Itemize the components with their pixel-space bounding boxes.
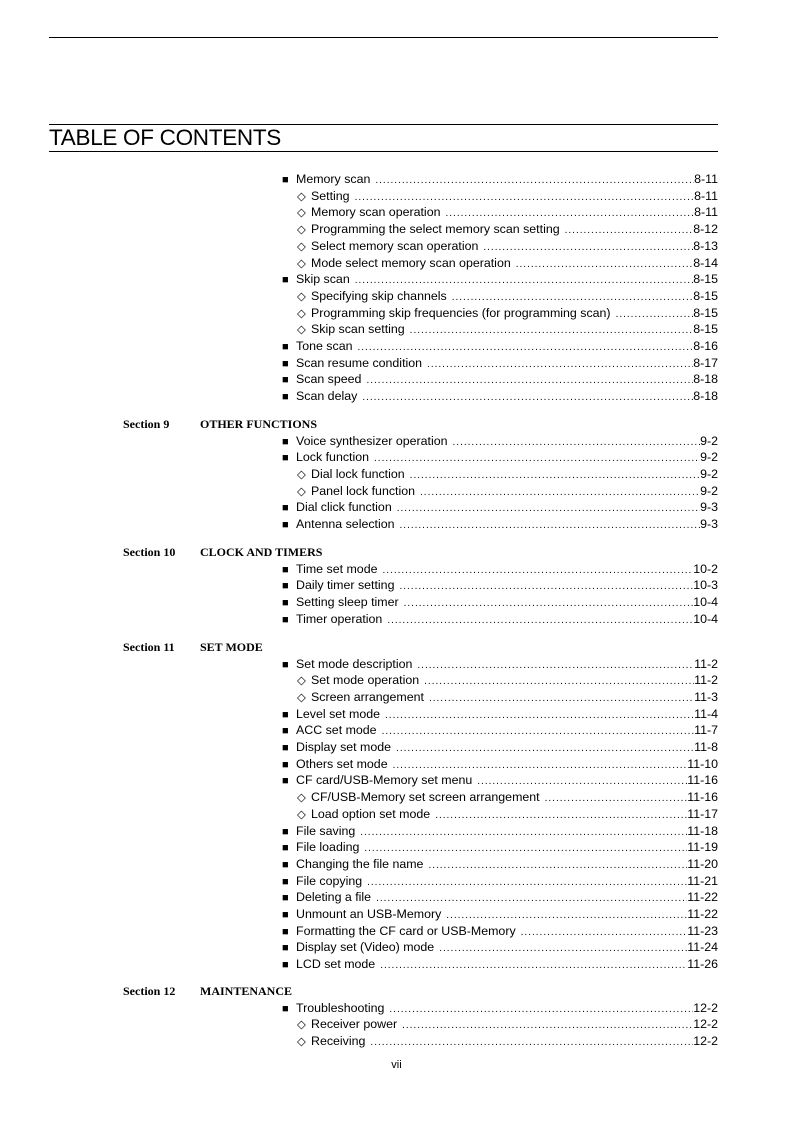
toc-entry[interactable] xyxy=(282,706,718,722)
square-bullet-icon: ■ xyxy=(282,374,289,387)
square-bullet-icon: ■ xyxy=(282,435,289,448)
section-number: Section 9 xyxy=(123,417,170,431)
square-bullet-icon: ■ xyxy=(282,909,289,921)
toc-entry-page: 10-2 xyxy=(693,561,718,576)
toc-entry-page: 8-15 xyxy=(693,322,718,337)
toc-entry-label: Setting xyxy=(311,188,350,203)
toc-entry-page: 8-13 xyxy=(693,238,718,253)
section-number: Section 12 xyxy=(123,984,176,998)
top-rule xyxy=(49,37,718,38)
toc-entry[interactable] xyxy=(297,689,718,705)
toc-entry-page: 8-16 xyxy=(693,339,718,353)
diamond-bullet-icon: ◇ xyxy=(297,1035,306,1048)
toc-entry-label: File loading xyxy=(296,840,360,855)
title-underline xyxy=(49,151,718,152)
square-bullet-icon: ■ xyxy=(282,825,289,838)
section-number: Section 10 xyxy=(123,545,176,559)
square-bullet-icon: ■ xyxy=(282,391,289,404)
toc-entry-page: 11-16 xyxy=(687,790,718,805)
toc-entry-label: Dial click function xyxy=(296,500,392,515)
square-bullet-icon: ■ xyxy=(282,174,289,186)
toc-entry-page: 8-11 xyxy=(694,205,718,220)
toc-entry-page: 11-16 xyxy=(687,773,718,788)
dot-leader xyxy=(357,390,693,406)
toc-entry-label: CF card/USB-Memory set menu xyxy=(296,773,473,788)
toc-entry-label: Programming skip frequencies (for programming scan) xyxy=(311,305,611,320)
dot-leader xyxy=(516,925,688,941)
dot-leader xyxy=(399,596,694,612)
toc-entry-page: 10-4 xyxy=(693,611,718,626)
square-bullet-icon: ■ xyxy=(282,708,289,721)
toc-entry[interactable] xyxy=(282,722,718,738)
dot-leader xyxy=(355,825,687,841)
toc-entry[interactable] xyxy=(282,433,718,449)
toc-entry-label: Deleting a file xyxy=(296,890,372,905)
toc-entry[interactable] xyxy=(297,204,718,220)
toc-entry-label: Timer operation xyxy=(296,611,383,626)
toc-entry-page: 11-4 xyxy=(694,706,718,721)
square-bullet-icon: ■ xyxy=(282,775,289,788)
toc-entry[interactable] xyxy=(282,355,718,371)
dot-leader xyxy=(430,808,687,824)
toc-entry-label: CF/USB-Memory set screen arrangement xyxy=(311,790,540,805)
toc-entry-label: Skip scan setting xyxy=(311,322,405,337)
toc-entry-label: Specifying skip channels xyxy=(311,288,447,303)
toc-entry-label: Display set (Video) mode xyxy=(296,940,435,955)
square-bullet-icon: ■ xyxy=(282,758,289,771)
diamond-bullet-icon: ◇ xyxy=(297,257,306,270)
dot-leader xyxy=(441,908,687,924)
diamond-bullet-icon: ◇ xyxy=(297,207,306,220)
dot-leader xyxy=(377,563,693,579)
toc-entry-label: Select memory scan operation xyxy=(311,238,479,253)
dot-leader xyxy=(423,858,687,874)
toc-entry-page: 10-4 xyxy=(693,594,718,609)
page-number: vii xyxy=(391,1059,402,1071)
toc-entry-label: Scan speed xyxy=(296,372,362,387)
toc-entry-label: LCD set mode xyxy=(296,957,376,972)
square-bullet-icon: ■ xyxy=(282,658,289,671)
dot-leader xyxy=(511,257,693,273)
square-bullet-icon: ■ xyxy=(282,452,289,465)
toc-entry-page: 12-2 xyxy=(693,1033,718,1048)
toc-entry[interactable] xyxy=(282,561,718,577)
toc-entry-label: Voice synthesizer operation xyxy=(296,433,448,448)
square-bullet-icon: ■ xyxy=(282,742,289,754)
toc-entry-page: 11-22 xyxy=(687,907,718,921)
toc-entry-label: Time set mode xyxy=(296,561,378,576)
dot-leader xyxy=(382,613,693,629)
toc-entry-page: 11-21 xyxy=(687,873,718,888)
toc-entry-label: Formatting the CF card or USB-Memory xyxy=(296,923,516,938)
toc-entry-page: 11-7 xyxy=(694,723,718,738)
toc-entry-label: Panel lock function xyxy=(311,483,416,498)
toc-entry-label: File copying xyxy=(296,873,363,888)
toc-entry[interactable] xyxy=(297,789,718,805)
toc-entry[interactable] xyxy=(297,483,718,499)
toc-entry-label: Others set mode xyxy=(296,756,388,771)
toc-entry-label: ACC set mode xyxy=(296,723,377,738)
diamond-bullet-icon: ◇ xyxy=(297,290,306,303)
dot-leader xyxy=(419,674,694,690)
toc-entry-page: 8-15 xyxy=(693,272,718,287)
toc-entry-label: Troubleshooting xyxy=(296,1000,385,1015)
toc-entry[interactable] xyxy=(282,1000,718,1016)
toc-entry[interactable] xyxy=(282,739,718,755)
toc-entry-page: 8-11 xyxy=(694,172,718,186)
page-title: TABLE OF CONTENTS xyxy=(49,125,282,150)
dot-leader xyxy=(412,658,694,674)
toc-entry[interactable] xyxy=(282,171,718,187)
square-bullet-icon: ■ xyxy=(282,613,289,626)
toc-entry-page: 8-12 xyxy=(693,222,718,237)
section-title: MAINTENANCE xyxy=(200,984,293,998)
dot-leader xyxy=(350,273,693,289)
toc-entry-label: Display set mode xyxy=(296,740,392,754)
diamond-bullet-icon: ◇ xyxy=(297,1019,306,1032)
square-bullet-icon: ■ xyxy=(282,725,289,738)
toc-entry-label: Receiving xyxy=(311,1033,366,1048)
toc-entry-page: 11-20 xyxy=(687,856,718,871)
square-bullet-icon: ■ xyxy=(282,502,289,515)
diamond-bullet-icon: ◇ xyxy=(297,224,306,237)
toc-entry-page: 9-2 xyxy=(700,483,718,498)
section-number: Section 11 xyxy=(123,640,175,654)
dot-leader xyxy=(391,741,694,757)
toc-entry-label: Mode select memory scan operation xyxy=(311,255,511,270)
square-bullet-icon: ■ xyxy=(282,580,289,593)
toc-entry-page: 9-2 xyxy=(700,433,718,448)
dot-leader xyxy=(365,1035,693,1051)
dot-leader xyxy=(375,958,687,974)
toc-entry-label: Set mode description xyxy=(296,656,413,671)
dot-leader xyxy=(377,724,695,740)
dot-leader xyxy=(369,451,700,467)
dot-leader xyxy=(440,206,694,222)
square-bullet-icon: ■ xyxy=(282,959,289,972)
toc-entry-page: 8-15 xyxy=(693,288,718,303)
square-bullet-icon: ■ xyxy=(282,563,289,576)
dot-leader xyxy=(370,173,694,189)
toc-entry-label: Scan delay xyxy=(296,389,358,404)
toc-entry-label: Skip scan xyxy=(296,272,350,287)
toc-entry[interactable] xyxy=(282,956,718,972)
square-bullet-icon: ■ xyxy=(282,842,289,855)
dot-leader xyxy=(395,518,701,534)
square-bullet-icon: ■ xyxy=(282,519,289,531)
toc-entry[interactable] xyxy=(282,756,718,772)
toc-entry-page: 8-18 xyxy=(693,389,718,404)
dot-leader xyxy=(472,774,687,790)
toc-entry[interactable] xyxy=(297,672,718,688)
toc-entry-page: 9-3 xyxy=(700,517,718,531)
diamond-bullet-icon: ◇ xyxy=(297,808,306,821)
dot-leader xyxy=(394,579,693,595)
toc-entry-label: Memory scan operation xyxy=(311,205,441,220)
diamond-bullet-icon: ◇ xyxy=(297,190,306,203)
dot-leader xyxy=(405,468,700,484)
toc-entry-page: 8-15 xyxy=(693,305,718,320)
toc-entry-label: Unmount an USB-Memory xyxy=(296,907,442,921)
dot-leader xyxy=(405,323,694,339)
square-bullet-icon: ■ xyxy=(282,942,289,955)
toc-entry[interactable] xyxy=(282,656,718,672)
toc-entry-page: 11-2 xyxy=(694,673,718,688)
toc-entry[interactable] xyxy=(282,338,718,354)
diamond-bullet-icon: ◇ xyxy=(297,691,306,704)
toc-entry[interactable] xyxy=(297,288,718,304)
dot-leader xyxy=(415,485,700,501)
dot-leader xyxy=(397,1018,693,1034)
dot-leader xyxy=(447,290,694,306)
toc-entry[interactable] xyxy=(282,823,718,839)
toc-entry[interactable] xyxy=(282,371,718,387)
toc-entry-label: Receiver power xyxy=(311,1017,398,1032)
toc-entry-page: 11-19 xyxy=(687,840,718,855)
toc-entry[interactable] xyxy=(282,939,718,955)
dot-leader xyxy=(392,501,700,517)
diamond-bullet-icon: ◇ xyxy=(297,485,306,498)
toc-entry[interactable] xyxy=(297,305,718,321)
toc-entry[interactable] xyxy=(282,906,718,922)
square-bullet-icon: ■ xyxy=(282,925,289,938)
toc-entry-page: 12-2 xyxy=(693,1000,718,1015)
square-bullet-icon: ■ xyxy=(282,274,289,287)
toc-entry-label: Antenna selection xyxy=(296,517,395,531)
dot-leader xyxy=(371,891,687,907)
toc-entry-label: Dial lock function xyxy=(311,466,405,481)
toc-entry-page: 11-26 xyxy=(687,957,718,972)
toc-entry[interactable] xyxy=(297,221,718,237)
toc-entry-page: 11-3 xyxy=(694,689,718,704)
toc-entry-page: 11-23 xyxy=(687,923,718,938)
dot-leader xyxy=(611,307,694,323)
toc-entry-label: Lock function xyxy=(296,450,370,465)
diamond-bullet-icon: ◇ xyxy=(297,468,306,481)
toc-entry-page: 8-18 xyxy=(693,372,718,387)
toc-entry-label: Load option set mode xyxy=(311,806,431,821)
toc-entry-page: 11-22 xyxy=(687,890,718,905)
toc-entry-page: 11-18 xyxy=(687,823,718,838)
toc-entry[interactable] xyxy=(282,856,718,872)
toc-entry[interactable] xyxy=(282,449,718,465)
toc-entry-page: 9-2 xyxy=(700,450,718,465)
diamond-bullet-icon: ◇ xyxy=(297,240,306,253)
toc-entry-label: Setting sleep timer xyxy=(296,594,399,609)
toc-entry-page: 11-8 xyxy=(694,740,718,754)
toc-entry[interactable] xyxy=(297,1033,718,1049)
toc-entry[interactable] xyxy=(282,839,718,855)
toc-entry[interactable] xyxy=(282,889,718,905)
dot-leader xyxy=(361,373,693,389)
diamond-bullet-icon: ◇ xyxy=(297,307,306,320)
toc-entry-label: Programming the select memory scan setting xyxy=(311,222,560,237)
toc-entry-page: 10-3 xyxy=(693,578,718,593)
toc-entry-label: Changing the file name xyxy=(296,856,424,871)
square-bullet-icon: ■ xyxy=(282,1002,289,1015)
square-bullet-icon: ■ xyxy=(282,875,289,888)
toc-entry[interactable] xyxy=(282,516,718,532)
diamond-bullet-icon: ◇ xyxy=(297,792,306,805)
toc-entry-label: Set mode operation xyxy=(311,673,420,688)
toc-entry-label: Tone scan xyxy=(296,339,353,353)
dot-leader xyxy=(434,941,687,957)
dot-leader xyxy=(560,223,694,239)
toc-entry-label: Scan resume condition xyxy=(296,355,423,370)
square-bullet-icon: ■ xyxy=(282,892,289,905)
dot-leader xyxy=(362,875,687,891)
toc-entry-label: File saving xyxy=(296,823,356,838)
dot-leader xyxy=(424,691,694,707)
toc-entry[interactable] xyxy=(297,238,718,254)
section-title: CLOCK AND TIMERS xyxy=(200,545,323,559)
toc-entry[interactable] xyxy=(297,466,718,482)
dot-leader xyxy=(380,708,694,724)
toc-entry-page: 11-2 xyxy=(694,656,718,671)
toc-entry[interactable] xyxy=(282,499,718,515)
toc-entry-page: 8-17 xyxy=(693,355,718,370)
dot-leader xyxy=(422,357,693,373)
toc-entry[interactable] xyxy=(282,611,718,627)
dot-leader xyxy=(540,791,688,807)
toc-entry[interactable] xyxy=(297,321,718,337)
toc-entry[interactable] xyxy=(282,594,718,610)
square-bullet-icon: ■ xyxy=(282,858,289,871)
toc-entry-page: 9-3 xyxy=(700,500,718,515)
square-bullet-icon: ■ xyxy=(282,341,289,353)
toc-entry-page: 9-2 xyxy=(700,466,718,481)
toc-entry-label: Level set mode xyxy=(296,706,381,721)
toc-entry[interactable] xyxy=(282,577,718,593)
toc-entry[interactable] xyxy=(297,1016,718,1032)
toc-entry[interactable] xyxy=(282,923,718,939)
toc-entry-page: 11-10 xyxy=(687,756,718,771)
toc-entry[interactable] xyxy=(282,388,718,404)
dot-leader xyxy=(350,190,695,206)
toc-entry-page: 11-17 xyxy=(687,806,718,821)
toc-entry[interactable] xyxy=(297,255,718,271)
dot-leader xyxy=(352,340,693,356)
diamond-bullet-icon: ◇ xyxy=(297,324,306,337)
toc-entry-page: 8-14 xyxy=(693,255,718,270)
toc-entry[interactable] xyxy=(297,806,718,822)
toc-entry[interactable] xyxy=(282,772,718,788)
toc-entry-label: Screen arrangement xyxy=(311,689,424,704)
dot-leader xyxy=(478,240,693,256)
dot-leader xyxy=(388,758,688,774)
toc-entry-label: Daily timer setting xyxy=(296,578,395,593)
dot-leader xyxy=(448,435,701,451)
toc-entry[interactable] xyxy=(282,271,718,287)
section-title: OTHER FUNCTIONS xyxy=(200,417,318,431)
square-bullet-icon: ■ xyxy=(282,596,289,609)
toc-entry-page: 8-11 xyxy=(694,188,718,203)
toc-entry-label: Memory scan xyxy=(296,172,371,186)
square-bullet-icon: ■ xyxy=(282,357,289,370)
diamond-bullet-icon: ◇ xyxy=(297,675,306,688)
toc-entry-page: 11-24 xyxy=(687,940,718,955)
toc-entry[interactable] xyxy=(297,188,718,204)
section-title: SET MODE xyxy=(200,640,263,654)
toc-entry-page: 12-2 xyxy=(693,1017,718,1032)
toc-entry[interactable] xyxy=(282,873,718,889)
dot-leader xyxy=(359,841,687,857)
dot-leader xyxy=(384,1002,693,1018)
